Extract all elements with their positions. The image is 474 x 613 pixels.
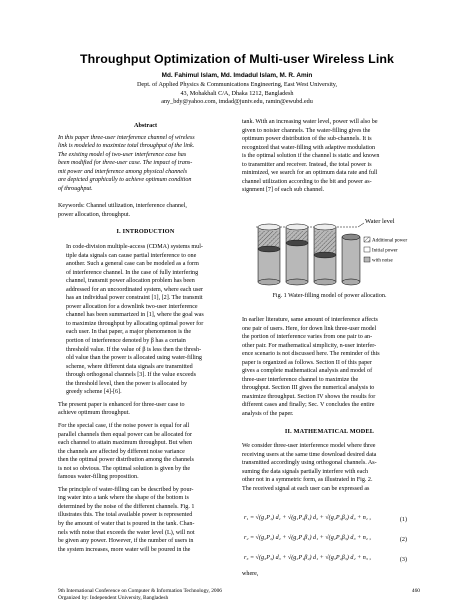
body-line: tank. With an increasing water level, power will also be	[242, 119, 378, 125]
keywords-line: Keywords: Channel utilization, interference channel,	[58, 203, 187, 210]
water-filling-diagram	[250, 207, 416, 287]
body-line: The received signal at each user can be expressed as	[242, 485, 370, 492]
body-line: then the optimal power distribution among the channels	[58, 457, 194, 464]
figure-1-water-filling	[250, 207, 416, 287]
abstract-line: are depicted graphically to achieve optimum condition	[58, 177, 192, 184]
body-line: old value than the power is allocated using water-filling	[66, 355, 202, 362]
abstract-line: The existing model of two-user interference case has	[58, 151, 187, 158]
body-line: has an individual power constraint [1], [2]. The transmit	[66, 295, 203, 302]
body-line: paper is organized as follows. Section II of this paper	[242, 359, 372, 366]
body-line: threshold value. If the value of β is less then the thresh-	[66, 346, 202, 353]
page-number: 460	[411, 588, 420, 594]
body-line: the system increases, more water will be poured in the	[58, 546, 191, 553]
equation-1	[242, 515, 417, 529]
water-level-arrow	[358, 223, 364, 227]
footer-line-1: 9th International Conference on Computer & Information Technology, 2006	[58, 588, 222, 594]
body-line: be given any power. However, if the number of users in	[58, 538, 194, 545]
body-line: maximize throughput. Section IV shows the results for	[242, 393, 376, 400]
channel-cylinder-2	[286, 224, 308, 285]
abstract-line: In this paper three-user interference channel of wireless	[58, 134, 195, 141]
body-line: transmitted accordingly using orthogonal channels. As-	[242, 460, 377, 467]
paper-authors: Md. Fahimul Islam, Md. Imdadul Islam, M. R. Amin	[161, 72, 313, 79]
body-line: recognized that water-filling with adaptive modulation	[242, 144, 376, 151]
equation-3-expression: r₃ = √(g₃P₃) d₃ + √(g₃P₁β₂) d₁ + √(g₃P₂β₃) d₂ + n₃ ,	[244, 555, 371, 561]
body-line: power allocation for a downlink two-user interference	[66, 303, 198, 310]
body-line: parallel channels then equal power can be allocated for	[58, 431, 192, 438]
body-line: ing water into a tank where the shape of the bottom is	[58, 495, 189, 502]
body-line: In code-division multiple-access (CDMA) systems mul-	[66, 244, 203, 251]
body-line: other not in a symmetric form, as illustrated in Fig. 2.	[242, 477, 373, 484]
body-line: other pair. For mathematical simplicity, n-user interfer-	[242, 342, 377, 349]
body-line: scheme, where different data signals are transmitted	[66, 363, 193, 370]
section-1-heading: I. INTRODUCTION	[116, 228, 175, 236]
body-line: different cases and finally; Sec. V concludes the entire	[242, 402, 375, 409]
paper-title: Throughput Optimization of Multi-user Wireless Link	[79, 52, 395, 66]
body-line: channel, transmit power allocation problem has been	[66, 278, 195, 285]
body-line: addressed for an uncoordinated system, where each user	[66, 286, 204, 293]
body-line: gives a complete mathematical analysis and model of	[242, 368, 373, 375]
body-line: determined by the noise of the different channels. Fig. 1	[58, 503, 195, 510]
keywords-line: power allocation, throughput.	[58, 211, 131, 218]
intro-paragraph-6	[242, 316, 417, 419]
body-line: tiple data signals can cause partial interference to one	[66, 252, 197, 259]
intro-paragraph-1	[58, 243, 233, 397]
legend-additional-power: Additional power	[372, 238, 408, 244]
body-line: optimum power distribution of the sub-channels. It is	[242, 136, 372, 143]
abstract-line: been modified for three-user case. The impact of trans-	[58, 160, 193, 167]
water-level-label: Water level	[365, 218, 395, 225]
body-line: to transmitter and receiver. Instead, the total power is	[242, 161, 372, 168]
affiliation-line-1: Dept. of Applied Physics & Communications Engineering, East West University,	[136, 81, 338, 88]
affiliation-emails: any_bdy@yahoo.com, imdad@juniv.edu, ramin@ewubd.edu	[161, 98, 313, 105]
body-line: signment [7] of each sub channel.	[242, 187, 325, 194]
where-text: where,	[242, 571, 259, 577]
intro-paragraph-2	[58, 401, 233, 418]
body-line: is not so obvious. The optimal solution is given by the	[58, 465, 191, 472]
legend-swatch-noise	[364, 257, 370, 262]
body-line: suming the data signals partially interfere with each	[242, 468, 369, 475]
body-line: each channel to attain maximum throughput. But when	[58, 440, 193, 447]
body-line: the threshold level, then the power is allocated by	[66, 380, 187, 387]
keywords	[58, 202, 233, 219]
body-line: nels with noise that exceeds the water level (L), will not	[58, 529, 195, 536]
footer-conference	[58, 588, 222, 603]
body-line: The present paper is enhanced for three-user case to	[58, 401, 185, 408]
body-line: analysis of the paper.	[242, 411, 294, 418]
intro-paragraph-5	[242, 118, 417, 195]
body-line: by the amount of water that is poured in the tank. Chan-	[58, 520, 195, 527]
equation-2-number: (2)	[399, 537, 407, 543]
equation-3-number: (3)	[399, 557, 407, 563]
body-line: greedy scheme [4]-[6].	[66, 389, 122, 396]
right-column-bottom	[242, 316, 417, 493]
equation-2-expression: r₂ = √(g₂P₂) d₂ + √(g₂P₁β₁) d₁ + √(g₂P₃β₃) d₃ + n₂ ,	[244, 535, 371, 541]
body-line: is the optimal solution if the channel is static and known	[242, 153, 380, 160]
intro-paragraph-4	[58, 486, 233, 554]
abstract-heading: Abstract	[133, 122, 158, 129]
abstract-line: link is modeled to maximize total throughput of the link.	[58, 143, 195, 150]
body-line: channel has been summarized in [1], where the goal was	[66, 312, 204, 319]
model-paragraph	[242, 442, 417, 493]
equation-1-number: (1)	[399, 517, 407, 523]
legend-with-noise: with noise	[372, 258, 393, 264]
body-line: famous water-filling proposition.	[58, 474, 139, 481]
section-2-heading: II. MATHEMATICAL MODEL	[284, 427, 375, 435]
equation-2	[242, 535, 417, 549]
affiliation-line-2: 43, Mohakhali C/A, Dhaka 1212, Bangladesh	[180, 89, 294, 97]
channel-cylinder-1	[258, 224, 280, 285]
abstract-line: mit power and interference among physical channels	[58, 168, 188, 175]
legend-swatch-initial	[364, 247, 370, 252]
legend-swatch-additional	[364, 237, 370, 242]
right-column-top	[242, 118, 417, 195]
body-line: For the special case, if the noise power is equal for all	[58, 422, 190, 429]
body-line: throughput. Section III gives the numerical analysis to	[242, 385, 375, 392]
body-line: each user. In that paper, a major phenomenon is the	[66, 329, 192, 336]
legend-initial-power: Initial power	[372, 248, 398, 254]
body-line: the channels are affected by different noise variance	[58, 448, 185, 455]
figure-1-caption: Fig. 1 Water-filling model of power allocation.	[272, 293, 387, 299]
body-line: receiving users at the same time download desired data	[242, 451, 377, 458]
channel-cylinder-3	[314, 224, 336, 285]
body-line: to maximize throughput by allocating optimal power for	[66, 320, 204, 327]
body-line: The principle of water-filling can be described by pour-	[58, 486, 194, 493]
abstract-line: of throughput.	[58, 185, 93, 192]
footer-line-2: Organized by: Independent University, Bangladesh	[58, 595, 169, 602]
body-line: achieve optimum throughput.	[58, 410, 130, 417]
body-line: the portion of interference varies from one pair to an-	[242, 334, 373, 341]
body-line: ence scenario is not discussed here. The reminder of this	[242, 351, 380, 358]
body-line: illustrates this. The total available power is represented	[58, 512, 193, 519]
body-line: of interference channel. In the case of fully interfering	[66, 269, 199, 276]
body-line: another. Such a general case can be modeled as a form	[66, 261, 199, 268]
body-line: through orthogonal channels [3]. If the value exceeds	[66, 372, 196, 379]
body-line: We consider three-user interference model where three	[242, 443, 376, 450]
body-line: channel utilization according to the bit and power as-	[242, 178, 372, 185]
body-line: given to noisier channels. The water-filling gives the	[242, 127, 371, 134]
left-column	[58, 122, 233, 554]
body-line: three-user interference channel to maximize the	[242, 376, 359, 383]
equation-1-expression: r₁ = √(g₁P₁) d₁ + √(g₁P₂β₁) d₂ + √(g₁P₃β₂) d₃ + n₁ ,	[244, 515, 371, 521]
body-line: In earlier literature, same amount of interference affects	[242, 317, 378, 323]
abstract-text	[58, 134, 233, 194]
body-line: one pair of users. Here, for down link three-user model	[242, 325, 377, 332]
equation-3	[242, 555, 417, 569]
body-line: portion of interference denoted by β has a certain	[66, 338, 186, 345]
intro-paragraph-3	[58, 422, 233, 482]
body-line: minimized, we search for an optimum data rate and full	[242, 170, 378, 177]
channel-cylinder-4	[342, 234, 360, 285]
